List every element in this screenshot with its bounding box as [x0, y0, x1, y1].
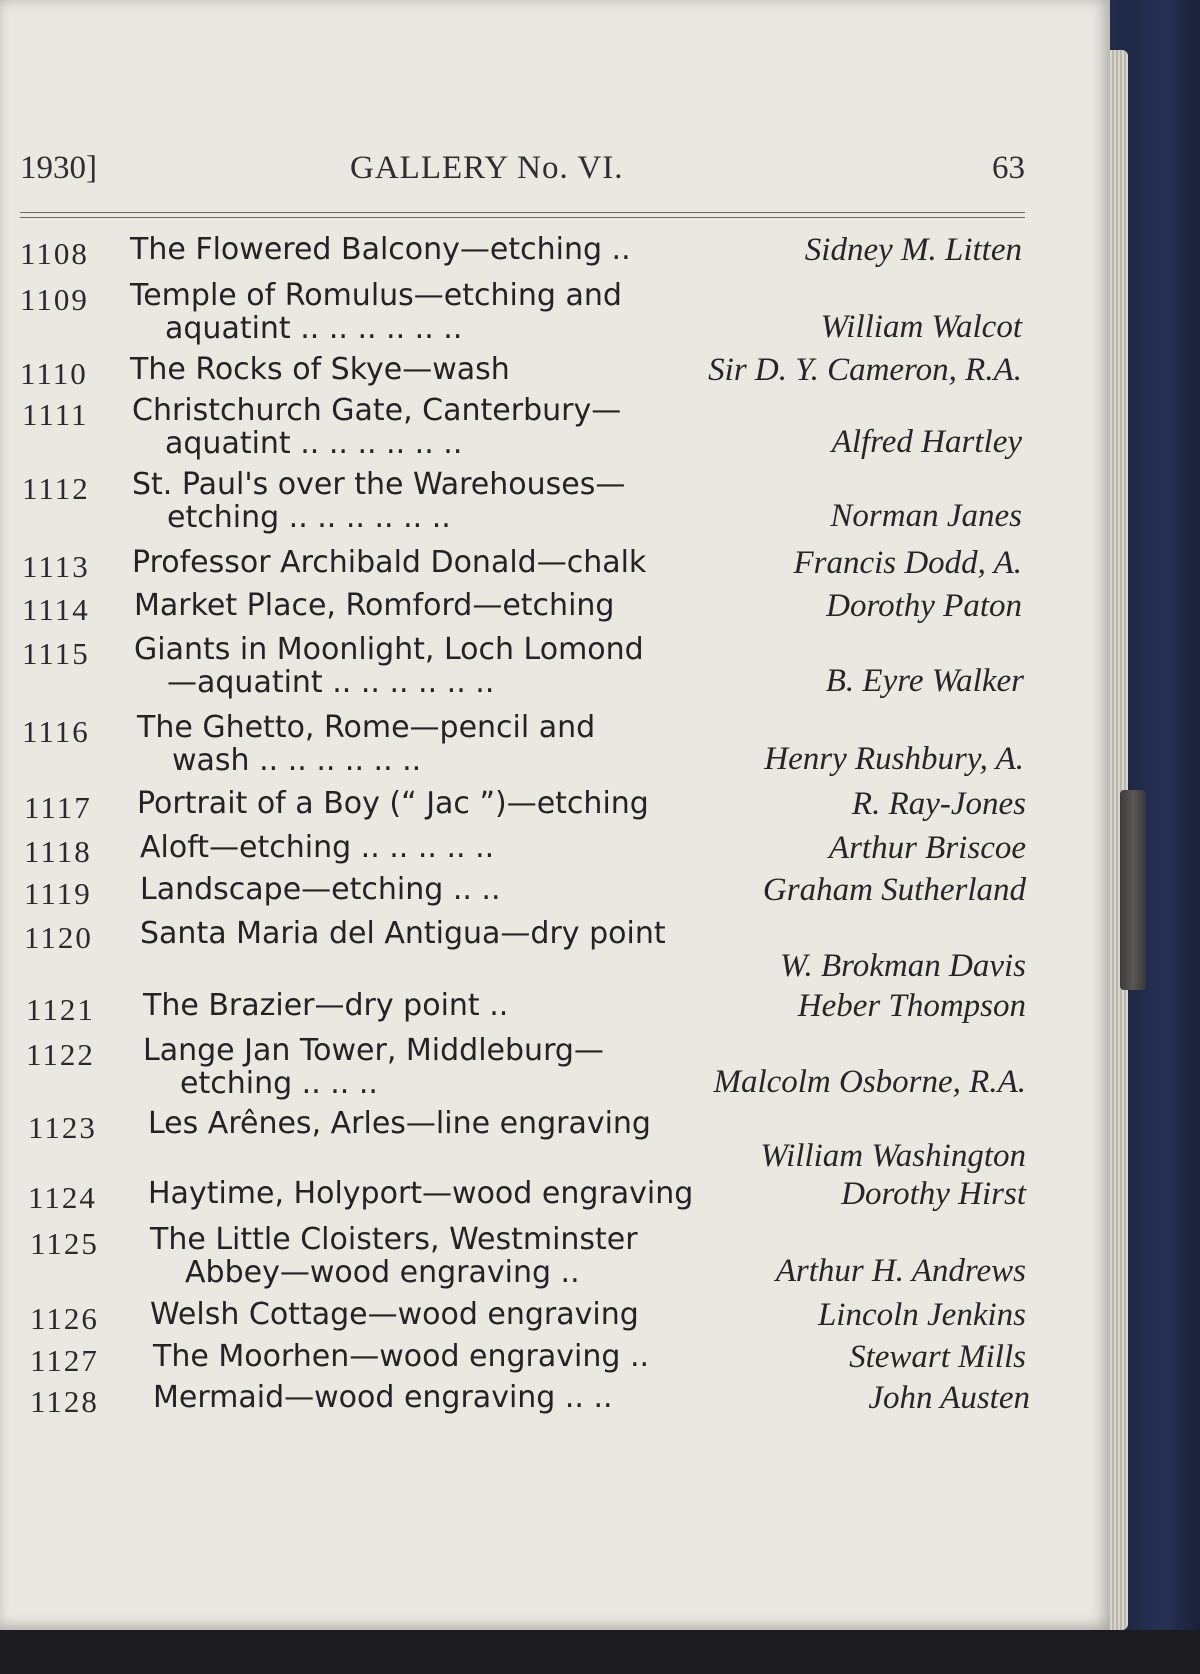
entry-artist: Alfred Hartley — [831, 424, 1022, 460]
entry-number: 1128 — [30, 1384, 99, 1419]
catalogue-entry — [0, 588, 1110, 628]
entry-title: The Ghetto, Rome—pencil and — [137, 710, 596, 745]
catalogue-entry — [0, 1033, 1110, 1101]
entry-artist: Francis Dodd, A. — [793, 545, 1022, 581]
bookmark-ribbon — [1120, 790, 1146, 990]
entry-title: Temple of Romulus—etching and — [130, 278, 622, 313]
header-rule — [20, 212, 1025, 218]
entry-artist: Dorothy Hirst — [841, 1176, 1026, 1212]
catalogue-entry — [0, 393, 1110, 461]
catalogue-entry — [0, 632, 1110, 700]
entry-number: 1127 — [30, 1343, 99, 1378]
catalogue-entry — [0, 545, 1110, 585]
catalogue-entry — [0, 278, 1110, 346]
catalogue-entry — [0, 1176, 1110, 1216]
entry-artist: Sir D. Y. Cameron, R.A. — [708, 352, 1022, 388]
entry-title-continued: wash .. .. .. .. .. .. — [172, 743, 422, 778]
entry-artist: William Washington — [760, 1138, 1026, 1174]
catalogue-entry — [0, 830, 1110, 870]
entry-number: 1108 — [20, 236, 89, 271]
entry-title: Giants in Moonlight, Loch Lomond — [134, 632, 644, 667]
entry-title: The Little Cloisters, Westminster — [150, 1222, 638, 1257]
entry-number: 1121 — [26, 992, 95, 1027]
catalogue-entry — [0, 786, 1110, 826]
entry-artist: Graham Sutherland — [762, 872, 1026, 908]
header-title: GALLERY No. VI. — [350, 150, 624, 186]
entry-title: Landscape—etching .. .. — [140, 872, 501, 907]
entry-artist: W. Brokman Davis — [780, 948, 1026, 984]
entry-title-continued: Abbey—wood engraving .. — [185, 1255, 580, 1290]
entry-title: Mermaid—wood engraving .. .. — [153, 1380, 613, 1415]
entry-title-continued: etching .. .. .. — [180, 1066, 378, 1101]
entry-title-continued: etching .. .. .. .. .. .. — [167, 500, 451, 535]
entry-artist: Lincoln Jenkins — [817, 1297, 1026, 1333]
entry-title: The Brazier—dry point .. — [143, 988, 509, 1023]
entry-title: Aloft—etching .. .. .. .. .. — [140, 830, 495, 865]
header-year: 1930] — [20, 150, 97, 186]
entry-number: 1109 — [20, 282, 89, 317]
entry-artist: Arthur H. Andrews — [775, 1253, 1026, 1289]
entry-title-continued: aquatint .. .. .. .. .. .. — [165, 311, 463, 346]
entry-title: Santa Maria del Antigua—dry point — [140, 916, 666, 951]
entry-number: 1124 — [28, 1180, 97, 1215]
entry-artist: B. Eyre Walker — [825, 663, 1024, 699]
entry-number: 1114 — [22, 592, 90, 627]
entry-title: Haytime, Holyport—wood engraving — [148, 1176, 694, 1211]
entry-title: The Flowered Balcony—etching .. — [130, 232, 631, 267]
entry-artist: Henry Rushbury, A. — [764, 741, 1024, 777]
entry-artist: John Austen — [868, 1380, 1030, 1416]
entry-artist: Malcolm Osborne, R.A. — [713, 1064, 1026, 1100]
entry-artist: William Walcot — [820, 309, 1022, 345]
entry-title: Professor Archibald Donald—chalk — [132, 545, 647, 580]
catalogue-entry — [0, 1380, 1110, 1420]
catalogue-entry — [0, 1339, 1110, 1379]
page-number: 63 — [992, 150, 1025, 186]
entry-number: 1120 — [24, 920, 93, 955]
entry-title-continued: aquatint .. .. .. .. .. .. — [165, 426, 463, 461]
catalogue-entry — [0, 710, 1110, 778]
entry-number: 1125 — [30, 1226, 99, 1261]
catalogue-entry — [0, 467, 1110, 535]
entry-title: Market Place, Romford—etching — [134, 588, 615, 623]
entry-number: 1116 — [22, 714, 90, 749]
entry-artist: Dorothy Paton — [826, 588, 1022, 624]
entry-number: 1122 — [26, 1037, 95, 1072]
entry-title: Lange Jan Tower, Middleburg— — [143, 1033, 604, 1068]
entry-artist: R. Ray-Jones — [851, 786, 1026, 822]
entry-title: Welsh Cottage—wood engraving — [150, 1297, 639, 1332]
entry-artist: Arthur Briscoe — [828, 830, 1026, 866]
entry-number: 1118 — [24, 834, 92, 869]
entry-number: 1110 — [20, 356, 88, 391]
catalogue-entry — [0, 872, 1110, 912]
catalogue-entry — [0, 232, 1110, 272]
entry-number: 1113 — [22, 549, 90, 584]
entry-number: 1119 — [24, 876, 92, 911]
entry-artist: Sidney M. Litten — [804, 232, 1022, 268]
catalogue-entry — [0, 988, 1110, 1028]
entry-number: 1117 — [24, 790, 92, 825]
catalogue-entry — [0, 1106, 1110, 1174]
entry-artist: Heber Thompson — [797, 988, 1026, 1024]
entry-title: The Rocks of Skye—wash — [130, 352, 510, 387]
running-header — [20, 150, 1025, 198]
entry-number: 1112 — [22, 471, 90, 506]
entry-title-continued: —aquatint .. .. .. .. .. .. — [167, 665, 495, 700]
entry-number: 1111 — [22, 397, 89, 432]
catalogue-entry — [0, 1297, 1110, 1337]
entry-title: Christchurch Gate, Canterbury— — [132, 393, 622, 428]
catalogue-entry — [0, 916, 1110, 984]
entry-artist: Norman Janes — [830, 498, 1022, 534]
entry-artist: Stewart Mills — [849, 1339, 1026, 1375]
entry-number: 1123 — [28, 1110, 97, 1145]
background-surface — [0, 1630, 1200, 1674]
catalogue-entry — [0, 352, 1110, 392]
entry-title: St. Paul's over the Warehouses— — [132, 467, 626, 502]
entry-title: Portrait of a Boy (“ Jac ”)—etching — [137, 786, 649, 821]
entry-number: 1126 — [30, 1301, 99, 1336]
entry-title: Les Arênes, Arles—line engraving — [148, 1106, 651, 1141]
entry-title: The Moorhen—wood engraving .. — [153, 1339, 650, 1374]
entry-number: 1115 — [22, 636, 90, 671]
catalogue-entry — [0, 1222, 1110, 1290]
